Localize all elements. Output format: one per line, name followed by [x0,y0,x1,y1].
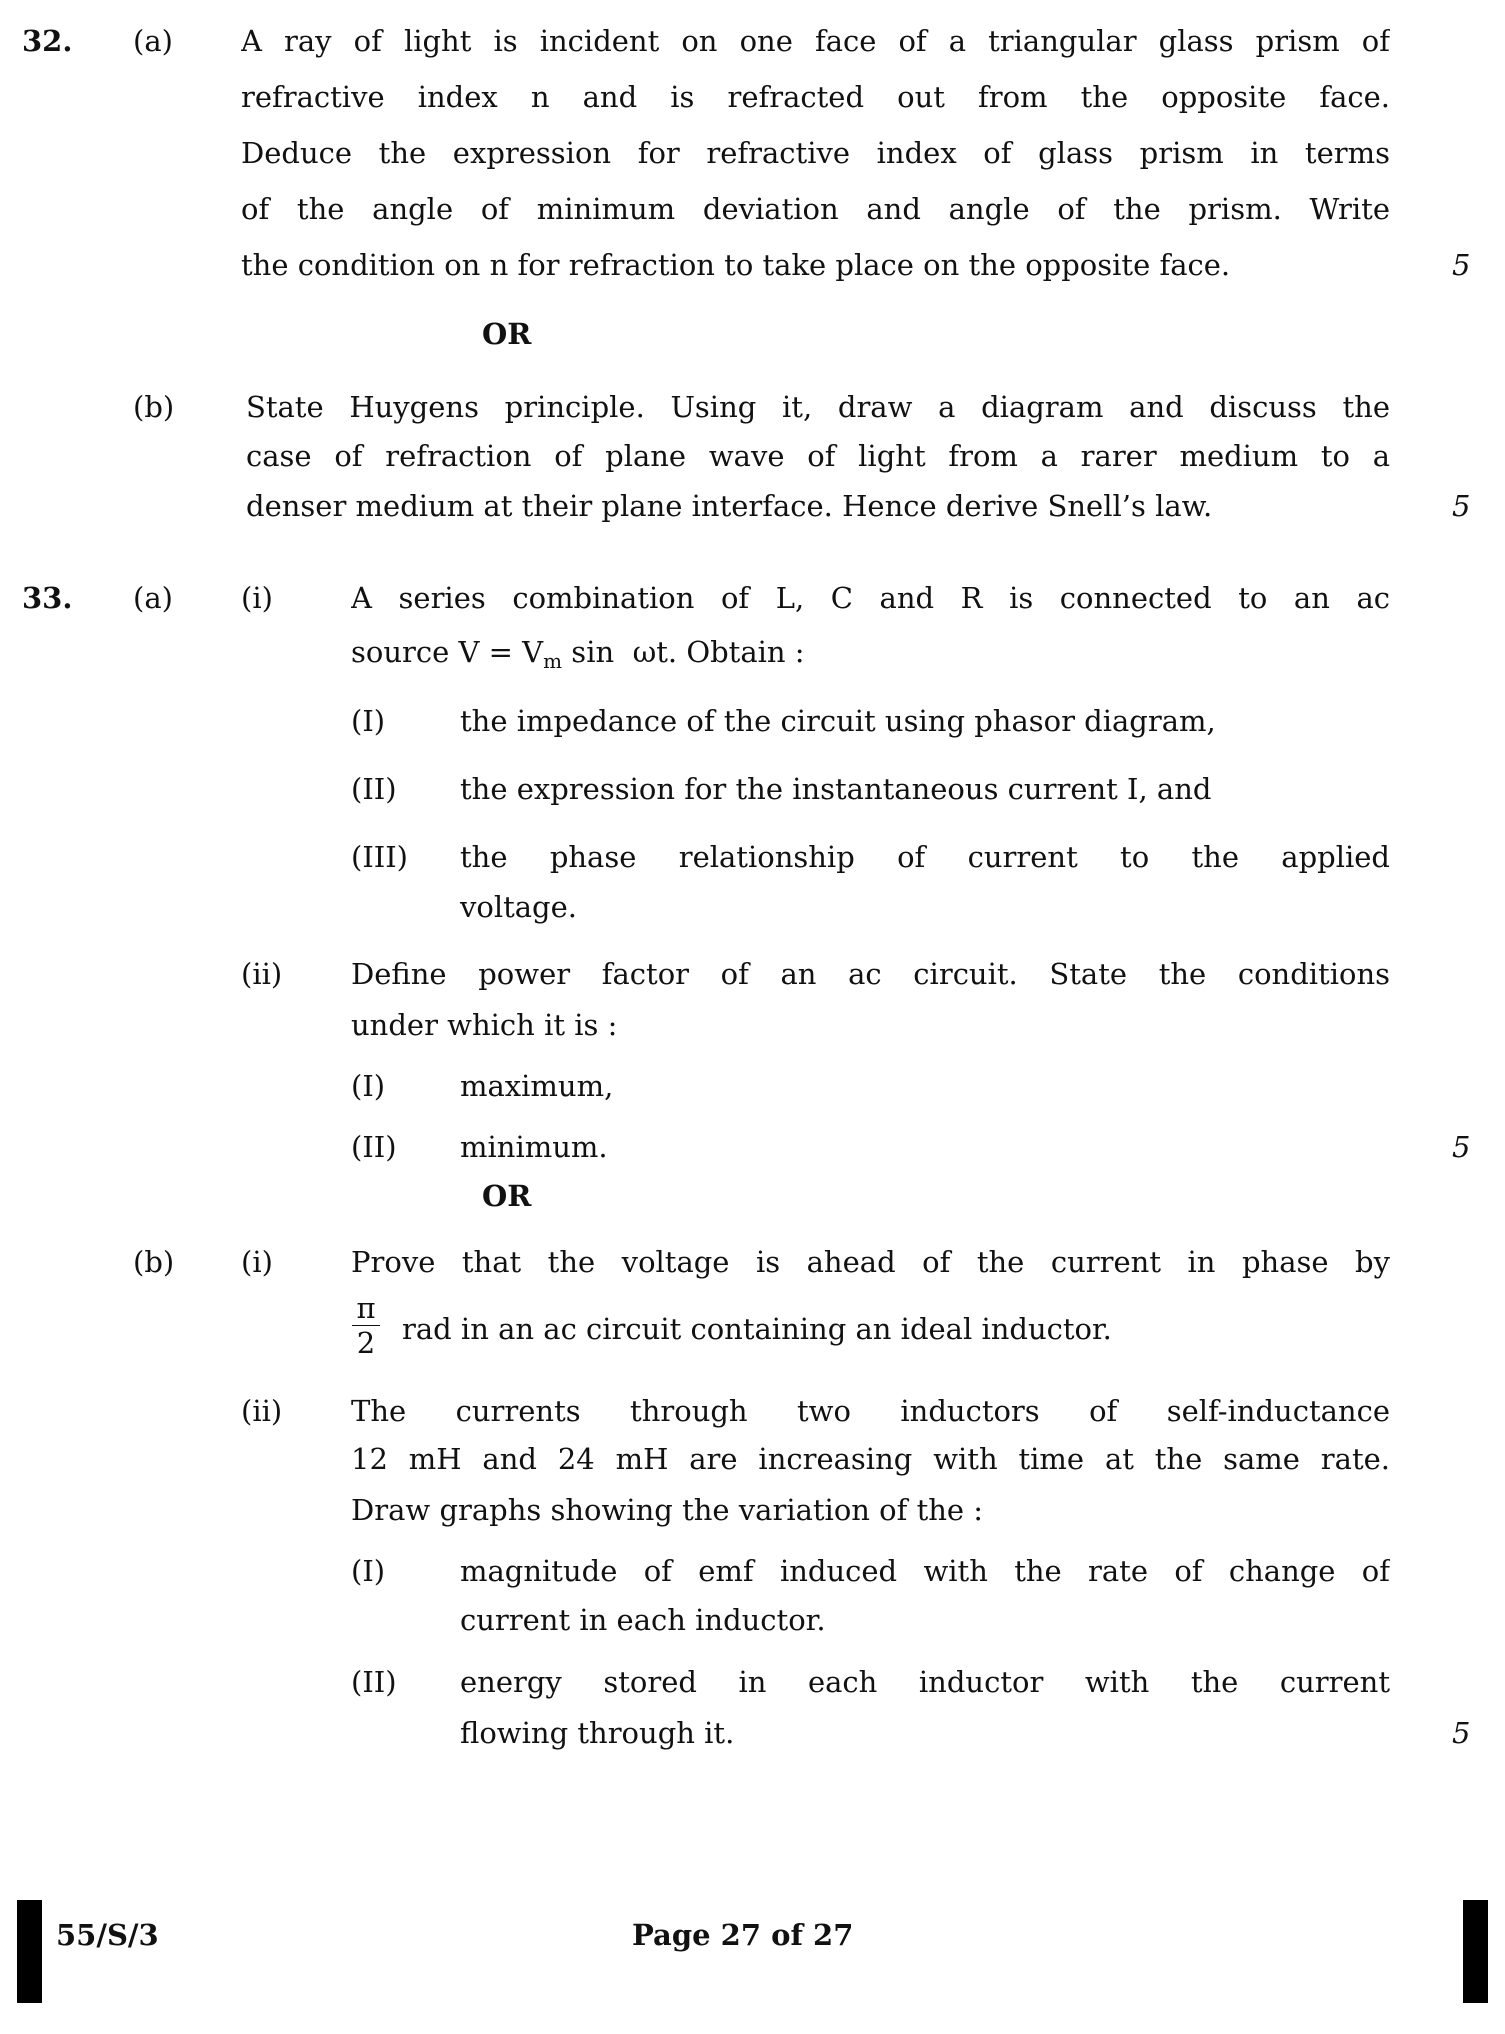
question-text: of the angle of minimum deviation and angle of the prism. Write [241,192,1390,226]
question-text: rad in an ac circuit containing an ideal inductor. [402,1312,1112,1346]
part-label: (b) [133,390,175,424]
question-text: A series combination of L, C and R is connected to an ac [351,581,1390,615]
item-label: (II) [351,1130,397,1164]
item-text: flowing through it. [460,1716,735,1750]
fraction-numerator: π [356,1291,376,1325]
item-text: the expression for the instantaneous current I, and [460,772,1212,806]
question-text: Draw graphs showing the variation of the : [351,1493,984,1527]
item-text: the phase relationship of current to the applied [460,840,1390,874]
question-text: A ray of light is incident on one face of a triangular glass prism of [241,24,1390,58]
footer-left-bar [17,1900,42,2003]
item-text: minimum. [460,1130,608,1164]
question-text: under which it is : [351,1008,618,1042]
item-label: (III) [351,840,408,874]
question-text: The currents through two inductors of self-inductance [351,1394,1390,1428]
subpart-label: (i) [241,1245,273,1279]
paper-code: 55/S/3 [56,1918,159,1952]
question-text [351,634,805,673]
question-text: Prove that the voltage is ahead of the current in phase by [351,1245,1390,1279]
part-label: (b) [133,1245,175,1279]
marks: 5 [1452,1130,1471,1164]
item-label: (II) [351,772,397,806]
question-text: State Huygens principle. Using it, draw a diagram and discuss the [246,390,1390,424]
part-label: (a) [133,581,173,615]
question-text: Deduce the expression for refractive index of glass prism in terms [241,136,1390,170]
item-text: energy stored in each inductor with the current [460,1665,1390,1699]
subpart-label: (ii) [241,957,283,991]
item-text: maximum, [460,1069,614,1103]
text-segment: source V = V [351,635,544,669]
question-text: case of refraction of plane wave of light from a rarer medium to a [246,439,1390,473]
question-text: refractive index n and is refracted out from the opposite face. [241,80,1390,114]
item-label: (II) [351,1665,397,1699]
marks: 5 [1452,1716,1471,1750]
subscript: m [543,649,563,673]
or-separator: OR [482,1179,532,1213]
item-label: (I) [351,704,386,738]
question-number: 33. [22,581,73,615]
question-text: Define power factor of an ac circuit. State the conditions [351,957,1390,991]
text-segment: sin ωt. Obtain : [562,635,805,669]
footer-right-bar [1463,1900,1488,2003]
item-text: the impedance of the circuit using phasor diagram, [460,704,1216,738]
subpart-label: (i) [241,581,273,615]
item-label: (I) [351,1554,386,1588]
subpart-label: (ii) [241,1394,283,1428]
item-text: magnitude of emf induced with the rate of change of [460,1554,1390,1588]
question-text: 12 mH and 24 mH are increasing with time at the same rate. [351,1442,1390,1476]
question-number: 32. [22,24,73,58]
question-text: the condition on n for refraction to take place on the opposite face. [241,248,1231,282]
question-text: denser medium at their plane interface. Hence derive Snell’s law. [246,489,1213,523]
item-label: (I) [351,1069,386,1103]
item-text: voltage. [460,890,578,924]
marks: 5 [1452,489,1471,523]
item-text: current in each inductor. [460,1603,826,1637]
fraction-denominator: 2 [356,1326,376,1360]
page-number: Page 27 of 27 [632,1918,854,1952]
marks: 5 [1452,248,1471,282]
part-label: (a) [133,24,173,58]
or-separator: OR [482,317,532,351]
fraction-pi-over-2 [352,1293,380,1358]
